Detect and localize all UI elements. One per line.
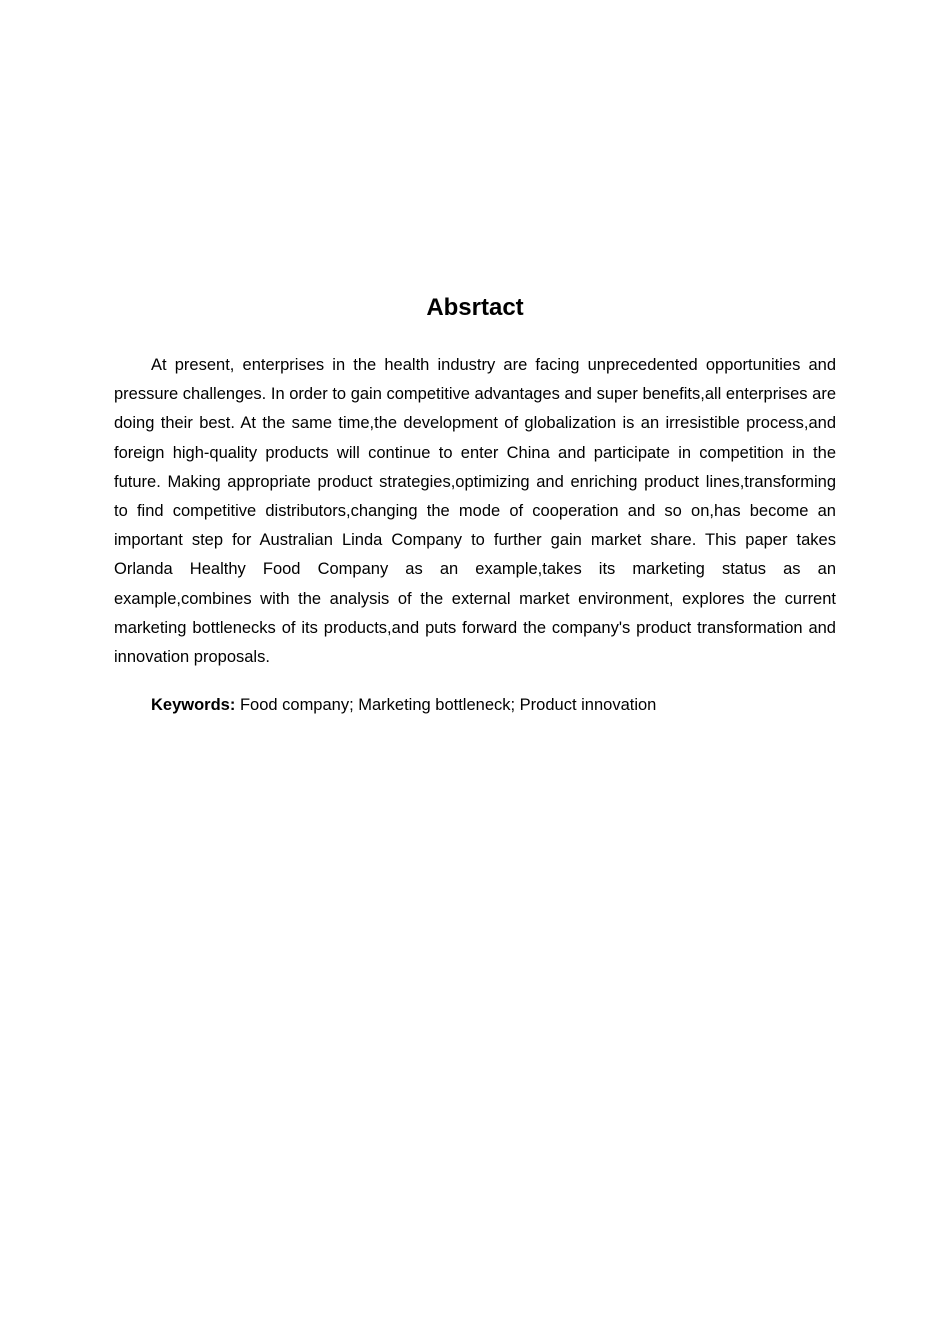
keywords-label: Keywords: xyxy=(151,696,236,714)
keywords-line xyxy=(114,691,836,720)
abstract-paragraph: At present, enterprises in the health industry are facing unprecedented opportunities and pressure challenges. In order to gain competitive advantages and super benefits,all enterprises are doing their best. At the same time,the development of globalization is an irresistible process,and foreign high-quality products will continue to enter China and participate in competition in the future. Making appropriate product strategies,optimizing and enriching product lines,transforming to find competitive distributors,changing the mode of cooperation and so on,has become an important step for Australian Linda Company to further gain market share. This paper takes Orlanda Healthy Food Company as an example,takes its marketing status as an example,combines with the analysis of the external market environment, explores the current marketing bottlenecks of its products,and puts forward the company's product transformation and innovation proposals. xyxy=(114,356,836,667)
keywords-text: Food company; Marketing bottleneck; Product innovation xyxy=(235,696,657,714)
abstract-title: Absrtact xyxy=(426,294,524,321)
